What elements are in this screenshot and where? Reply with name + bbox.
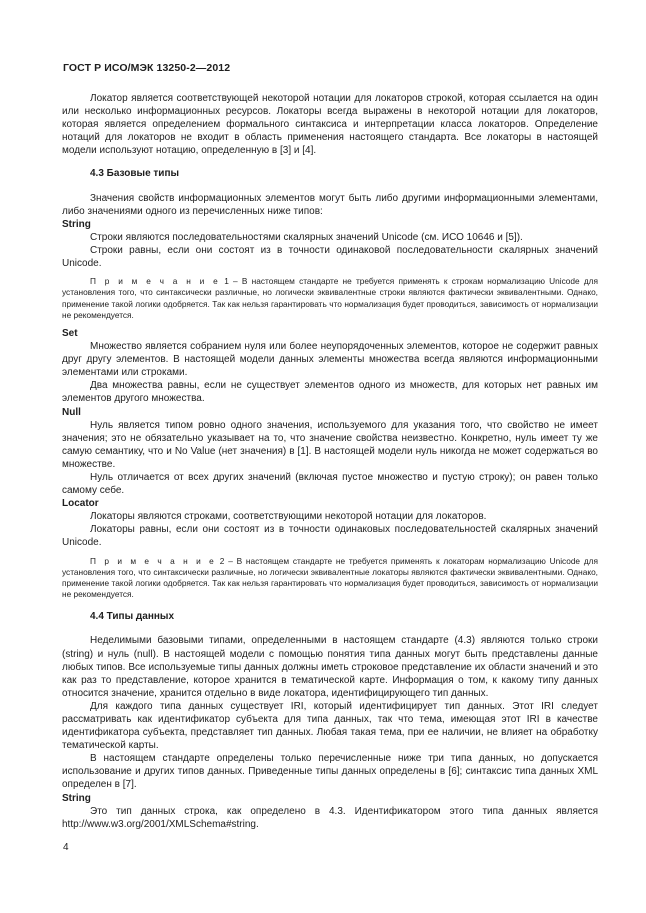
paragraph-set-equality: Два множества равны, если не существует элементов одного из множеств, для которых нет равных им элементов другого множества. bbox=[62, 380, 598, 405]
note-1-text: 1 – В настоящем стандарте не требуется применять к строкам нормализацию Unicode для установления того, что синтаксически различные, но логически эквивалентные строки являются фактически эквивалентными. Однако, применение такой логики одобряется. Так как нельзя гарантировать что нормализация будет проводиться, зависимость от нормализации не рекомендуется. bbox=[62, 276, 598, 320]
term-locator: Locator bbox=[62, 498, 99, 510]
term-string-datatype: String bbox=[62, 792, 91, 804]
paragraph-base-types: Значения свойств информационных элементов могут быть либо другими информационными элементами, либо значениями одного из перечисленных ниже типов: bbox=[62, 192, 598, 217]
paragraph-three-datatypes: В настоящем стандарте определены только перечисленные ниже три типа данных, но допускается использование и других типов данных. Приведенные типы данных определены в [6]; синтаксис типа данных XML определен в [7]. bbox=[62, 753, 598, 791]
paragraph-datatypes-intro: Неделимыми базовыми типами, определенными в настоящем стандарте (4.3) являются только строки (string) и нуль (null). В настоящей модели с помощью понятия типа данных могут быть представлены данные любых типов. Все используемые типы данных должны иметь строковое представление их области значений и это как раз то представление, которое хранится в тематической карте. Информация о том, к какому типу данных относится значение, хранится отдельно в виде локатора, идентифицирующего тип данных. bbox=[62, 635, 598, 699]
paragraph-datatype-iri: Для каждого типа данных существует IRI, который идентифицирует тип данных. Этот IRI следует рассматривать как идентификатор субъекта для типа данных, так что тема, имеющая этот IRI в качестве идентификатора субъекта, представляет тип данных. Любая такая тема, при ее наличии, не влияет на обработку тематической карты. bbox=[62, 700, 598, 752]
note-2 bbox=[62, 556, 598, 601]
section-heading-4-3: 4.3 Базовые типы bbox=[90, 168, 180, 180]
document-body bbox=[62, 92, 598, 831]
paragraph-string-def: Строки являются последовательностями скалярных значений Unicode (см. ИСО 10646 и [5]). bbox=[90, 231, 523, 243]
document-header: ГОСТ Р ИСО/МЭК 13250-2—2012 bbox=[63, 62, 231, 74]
paragraph-locator-strings: Локаторы являются строками, соответствующими некоторой нотации для локаторов. bbox=[90, 511, 487, 523]
term-string: String bbox=[62, 218, 91, 230]
paragraph-set-def: Множество является собранием нуля или более неупорядоченных элементов, которое не содержит равных друг другу элементов. В настоящей модели данных элементы множества всегда являются информационными элементами или строками. bbox=[62, 341, 598, 379]
term-set: Set bbox=[62, 327, 78, 339]
paragraph-null-distinct: Нуль отличается от всех других значений (включая пустое множество и пустую строку); он равен только самому себе. bbox=[62, 471, 598, 497]
page-number: 4 bbox=[63, 842, 69, 853]
term-null: Null bbox=[62, 406, 81, 418]
section-heading-4-4: 4.4 Типы данных bbox=[90, 611, 175, 623]
paragraph-locator-definition: Локатор является соответствующей некоторой нотации для локаторов строкой, которая ссылается на один или несколько информационных ресурсов. Локаторы всегда выражены в некоторой нотации для локаторов, которая является определением формального синтаксиса и интерпретации класса локаторов. Определение нотаций для локаторов не входит в область применения настоящего стандарта. Все локаторы в настоящей модели используют нотацию, определенную в [3] и [4]. bbox=[62, 93, 598, 157]
note-1-label: П р и м е ч а н и е bbox=[90, 276, 220, 287]
note-2-text: 2 – В настоящем стандарте не требуется применять к локаторам нормализацию Unicode для установления того, что синтаксически различные, но логически эквивалентные локаторы являются фактически эквивалентными. Однако, применение такой логики одобряется. Так как нельзя гарантировать что нормализация будет проводиться, зависимость от нормализации не рекомендуется. bbox=[62, 555, 599, 600]
note-1 bbox=[62, 276, 598, 321]
note-2-label: П р и м е ч а н и е bbox=[90, 555, 217, 566]
paragraph-locator-equality: Локаторы равны, если они состоят из в точности одинаковых последовательностей скалярных значений Unicode. bbox=[62, 524, 598, 549]
paragraph-string-equality: Строки равны, если они состоят из в точности одинаковой последовательности скалярных значений Unicode. bbox=[62, 244, 598, 270]
paragraph-string-datatype: Это тип данных строка, как определено в 4.3. Идентификатором этого типа данных является http://www.w3.org/2001/XMLSchema#string. bbox=[62, 805, 598, 830]
paragraph-null-def: Нуль является типом ровно одного значения, используемого для указания того, что свойство не имеет значения; это не обязательно указывает на то, что значение свойства неизвестно. Конкретно, нуль имеет ту же самую семантику, что и No Value (нет значения) в [1]. В настоящей модели нуль никогда не может содержаться во множестве. bbox=[62, 419, 598, 470]
